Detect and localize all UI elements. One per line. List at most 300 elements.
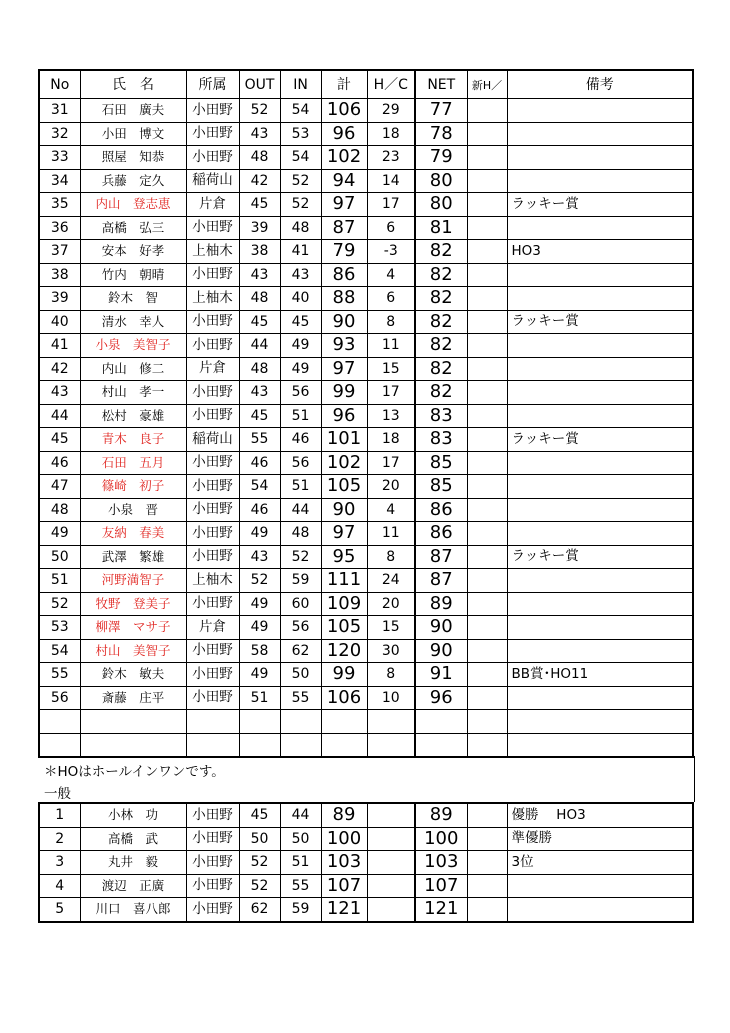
row-affiliation: 小田野 xyxy=(186,851,239,875)
row-affiliation: 小田野 xyxy=(186,475,239,499)
row-net: 90 xyxy=(415,639,467,663)
row-no: 39 xyxy=(39,287,80,311)
row-out: 38 xyxy=(239,240,280,264)
row-remarks xyxy=(507,381,693,405)
row-remarks xyxy=(507,216,693,240)
row-out: 52 xyxy=(239,99,280,123)
row-affiliation: 小田野 xyxy=(186,663,239,687)
row-affiliation: 小田野 xyxy=(186,639,239,663)
row-hc xyxy=(367,851,415,875)
row-new-hc xyxy=(467,334,507,358)
row-out: 48 xyxy=(239,146,280,170)
row-total: 90 xyxy=(321,498,367,522)
row-name: 松村 豪雄 xyxy=(80,404,186,428)
row-name: 友納 春美 xyxy=(80,522,186,546)
row-net: 86 xyxy=(415,498,467,522)
row-out: 55 xyxy=(239,428,280,452)
row-remarks: 準優勝 xyxy=(507,827,693,851)
table-row xyxy=(39,240,693,264)
row-remarks: ラッキー賞 xyxy=(507,310,693,334)
row-affiliation: 上柚木 xyxy=(186,287,239,311)
row-in: 50 xyxy=(280,663,321,687)
row-net: 78 xyxy=(415,122,467,146)
row-no xyxy=(39,710,80,734)
row-new-hc xyxy=(467,686,507,710)
row-out: 49 xyxy=(239,592,280,616)
row-in: 49 xyxy=(280,357,321,381)
table-row xyxy=(39,545,693,569)
row-affiliation: 小田野 xyxy=(186,263,239,287)
header-no: No xyxy=(39,70,80,99)
row-remarks xyxy=(507,898,693,922)
row-no: 40 xyxy=(39,310,80,334)
row-name: 小泉 美智子 xyxy=(80,334,186,358)
row-in: 53 xyxy=(280,122,321,146)
row-no: 31 xyxy=(39,99,80,123)
row-total: 106 xyxy=(321,686,367,710)
row-net: 100 xyxy=(415,827,467,851)
row-new-hc xyxy=(467,146,507,170)
row-affiliation: 小田野 xyxy=(186,592,239,616)
row-affiliation: 上柚木 xyxy=(186,240,239,264)
row-no: 3 xyxy=(39,851,80,875)
row-new-hc xyxy=(467,357,507,381)
row-name: 青木 良子 xyxy=(80,428,186,452)
table-row xyxy=(39,357,693,381)
row-in: 59 xyxy=(280,898,321,922)
row-new-hc xyxy=(467,639,507,663)
row-name: 石田 五月 xyxy=(80,451,186,475)
row-total xyxy=(321,733,367,757)
row-total: 97 xyxy=(321,522,367,546)
row-hc: 18 xyxy=(367,122,415,146)
row-net: 82 xyxy=(415,310,467,334)
row-total: 100 xyxy=(321,827,367,851)
row-in: 44 xyxy=(280,498,321,522)
row-remarks xyxy=(507,498,693,522)
row-in: 41 xyxy=(280,240,321,264)
row-out: 43 xyxy=(239,122,280,146)
row-no: 34 xyxy=(39,169,80,193)
row-name: 河野満智子 xyxy=(80,569,186,593)
row-new-hc xyxy=(467,569,507,593)
table-row xyxy=(39,686,693,710)
header-net: NET xyxy=(415,70,467,99)
row-name: 小田 博文 xyxy=(80,122,186,146)
row-out: 42 xyxy=(239,169,280,193)
row-net: 82 xyxy=(415,287,467,311)
row-name: 竹内 朝晴 xyxy=(80,263,186,287)
row-affiliation: 小田野 xyxy=(186,522,239,546)
row-new-hc xyxy=(467,428,507,452)
row-no: 33 xyxy=(39,146,80,170)
row-remarks: 優勝 HO3 xyxy=(507,803,693,827)
row-net: 85 xyxy=(415,475,467,499)
row-net: 77 xyxy=(415,99,467,123)
row-remarks xyxy=(507,639,693,663)
table-row xyxy=(39,498,693,522)
row-in: 56 xyxy=(280,451,321,475)
row-in: 44 xyxy=(280,803,321,827)
row-no: 50 xyxy=(39,545,80,569)
row-affiliation xyxy=(186,733,239,757)
row-in: 51 xyxy=(280,404,321,428)
row-name: 小泉 晋 xyxy=(80,498,186,522)
row-remarks: ラッキー賞 xyxy=(507,428,693,452)
row-affiliation: 小田野 xyxy=(186,310,239,334)
row-out: 45 xyxy=(239,803,280,827)
row-total: 111 xyxy=(321,569,367,593)
row-out: 52 xyxy=(239,851,280,875)
row-name: 照屋 知恭 xyxy=(80,146,186,170)
row-name: 清水 幸人 xyxy=(80,310,186,334)
row-hc: 15 xyxy=(367,357,415,381)
table-row xyxy=(39,428,693,452)
row-no: 2 xyxy=(39,827,80,851)
row-net: 83 xyxy=(415,428,467,452)
row-out: 62 xyxy=(239,898,280,922)
row-out: 45 xyxy=(239,310,280,334)
row-no: 36 xyxy=(39,216,80,240)
table-row xyxy=(39,146,693,170)
row-out: 51 xyxy=(239,686,280,710)
row-in xyxy=(280,733,321,757)
row-affiliation: 小田野 xyxy=(186,99,239,123)
row-total: 94 xyxy=(321,169,367,193)
row-no: 54 xyxy=(39,639,80,663)
row-hc: 20 xyxy=(367,592,415,616)
row-out: 54 xyxy=(239,475,280,499)
row-net xyxy=(415,710,467,734)
row-out: 46 xyxy=(239,451,280,475)
table-row xyxy=(39,475,693,499)
row-net: 86 xyxy=(415,522,467,546)
row-out xyxy=(239,733,280,757)
row-hc xyxy=(367,874,415,898)
header-new-hc xyxy=(467,70,507,99)
row-total: 102 xyxy=(321,451,367,475)
row-total xyxy=(321,710,367,734)
row-in: 51 xyxy=(280,851,321,875)
row-hc xyxy=(367,710,415,734)
row-in: 56 xyxy=(280,616,321,640)
row-net: 121 xyxy=(415,898,467,922)
row-new-hc xyxy=(467,851,507,875)
row-new-hc xyxy=(467,310,507,334)
row-hc: 15 xyxy=(367,616,415,640)
row-new-hc xyxy=(467,193,507,217)
row-hc: 30 xyxy=(367,639,415,663)
row-total: 106 xyxy=(321,99,367,123)
row-remarks: ラッキー賞 xyxy=(507,545,693,569)
row-no: 55 xyxy=(39,663,80,687)
row-affiliation: 小田野 xyxy=(186,686,239,710)
row-remarks xyxy=(507,99,693,123)
row-name: 篠崎 初子 xyxy=(80,475,186,499)
row-hc: 4 xyxy=(367,498,415,522)
row-affiliation: 小田野 xyxy=(186,803,239,827)
row-remarks xyxy=(507,263,693,287)
row-name: 内山 登志恵 xyxy=(80,193,186,217)
row-net: 107 xyxy=(415,874,467,898)
table-row xyxy=(39,404,693,428)
empty-table-row xyxy=(39,733,693,757)
row-no: 51 xyxy=(39,569,80,593)
row-net: 82 xyxy=(415,357,467,381)
row-in: 56 xyxy=(280,381,321,405)
row-remarks xyxy=(507,287,693,311)
row-hc: 17 xyxy=(367,451,415,475)
row-new-hc xyxy=(467,898,507,922)
row-new-hc xyxy=(467,287,507,311)
row-hc xyxy=(367,733,415,757)
row-out: 45 xyxy=(239,193,280,217)
row-no: 4 xyxy=(39,874,80,898)
row-net: 82 xyxy=(415,381,467,405)
row-hc: 8 xyxy=(367,663,415,687)
table-row xyxy=(39,851,693,875)
row-net: 91 xyxy=(415,663,467,687)
row-out: 39 xyxy=(239,216,280,240)
row-no: 5 xyxy=(39,898,80,922)
row-no: 47 xyxy=(39,475,80,499)
row-out: 50 xyxy=(239,827,280,851)
table-row xyxy=(39,169,693,193)
row-total: 97 xyxy=(321,357,367,381)
row-name: 丸井 毅 xyxy=(80,851,186,875)
row-total: 101 xyxy=(321,428,367,452)
row-out xyxy=(239,710,280,734)
row-in: 48 xyxy=(280,522,321,546)
row-net xyxy=(415,733,467,757)
table-row xyxy=(39,663,693,687)
row-hc: 17 xyxy=(367,381,415,405)
row-name xyxy=(80,733,186,757)
row-name: 兵藤 定久 xyxy=(80,169,186,193)
table-row xyxy=(39,898,693,922)
row-remarks xyxy=(507,146,693,170)
row-new-hc xyxy=(467,216,507,240)
row-affiliation: 小田野 xyxy=(186,334,239,358)
row-total: 88 xyxy=(321,287,367,311)
header-total: 計 xyxy=(321,70,367,99)
row-new-hc xyxy=(467,874,507,898)
row-hc: 29 xyxy=(367,99,415,123)
section-label-general: 一般 xyxy=(44,786,71,802)
row-affiliation: 小田野 xyxy=(186,874,239,898)
row-no: 44 xyxy=(39,404,80,428)
row-remarks xyxy=(507,686,693,710)
row-new-hc xyxy=(467,451,507,475)
row-affiliation: 小田野 xyxy=(186,451,239,475)
row-hc: 14 xyxy=(367,169,415,193)
row-hc: 6 xyxy=(367,216,415,240)
row-out: 49 xyxy=(239,522,280,546)
row-total: 107 xyxy=(321,874,367,898)
row-in: 40 xyxy=(280,287,321,311)
row-total: 90 xyxy=(321,310,367,334)
row-hc xyxy=(367,898,415,922)
row-net: 90 xyxy=(415,616,467,640)
row-no: 56 xyxy=(39,686,80,710)
row-net: 87 xyxy=(415,569,467,593)
row-new-hc xyxy=(467,803,507,827)
row-out: 49 xyxy=(239,663,280,687)
row-net: 89 xyxy=(415,592,467,616)
header-hc: H／C xyxy=(367,70,415,99)
row-total: 95 xyxy=(321,545,367,569)
row-in: 45 xyxy=(280,310,321,334)
row-net: 85 xyxy=(415,451,467,475)
row-no: 46 xyxy=(39,451,80,475)
row-remarks xyxy=(507,616,693,640)
row-remarks: HO3 xyxy=(507,240,693,264)
row-out: 45 xyxy=(239,404,280,428)
row-hc: 6 xyxy=(367,287,415,311)
table-row xyxy=(39,287,693,311)
row-affiliation: 小田野 xyxy=(186,898,239,922)
row-net: 82 xyxy=(415,263,467,287)
table-row xyxy=(39,639,693,663)
row-name: 安本 好孝 xyxy=(80,240,186,264)
row-hc: 11 xyxy=(367,522,415,546)
table-row xyxy=(39,263,693,287)
row-in: 51 xyxy=(280,475,321,499)
row-name: 小林 功 xyxy=(80,803,186,827)
row-net: 79 xyxy=(415,146,467,170)
row-remarks xyxy=(507,122,693,146)
row-out: 49 xyxy=(239,616,280,640)
row-no: 52 xyxy=(39,592,80,616)
row-hc: 17 xyxy=(367,193,415,217)
row-remarks: ラッキー賞 xyxy=(507,193,693,217)
table-row xyxy=(39,616,693,640)
row-affiliation: 小田野 xyxy=(186,146,239,170)
row-affiliation: 小田野 xyxy=(186,216,239,240)
row-in: 52 xyxy=(280,169,321,193)
row-in: 46 xyxy=(280,428,321,452)
table-row xyxy=(39,99,693,123)
row-name: 牧野 登美子 xyxy=(80,592,186,616)
row-out: 43 xyxy=(239,381,280,405)
row-remarks xyxy=(507,522,693,546)
row-no: 53 xyxy=(39,616,80,640)
row-new-hc xyxy=(467,733,507,757)
row-total: 87 xyxy=(321,216,367,240)
row-affiliation: 小田野 xyxy=(186,404,239,428)
row-in: 54 xyxy=(280,99,321,123)
row-no: 41 xyxy=(39,334,80,358)
row-in: 48 xyxy=(280,216,321,240)
row-name xyxy=(80,710,186,734)
row-net: 81 xyxy=(415,216,467,240)
row-new-hc xyxy=(467,710,507,734)
row-remarks xyxy=(507,169,693,193)
row-no: 35 xyxy=(39,193,80,217)
row-new-hc xyxy=(467,592,507,616)
row-net: 80 xyxy=(415,169,467,193)
table-row xyxy=(39,334,693,358)
row-in: 55 xyxy=(280,686,321,710)
empty-table-row xyxy=(39,710,693,734)
row-hc: 23 xyxy=(367,146,415,170)
row-no: 37 xyxy=(39,240,80,264)
row-no: 32 xyxy=(39,122,80,146)
row-new-hc xyxy=(467,263,507,287)
row-no: 48 xyxy=(39,498,80,522)
row-net: 103 xyxy=(415,851,467,875)
row-remarks xyxy=(507,475,693,499)
row-hc: 8 xyxy=(367,545,415,569)
table-row xyxy=(39,569,693,593)
row-total: 99 xyxy=(321,381,367,405)
row-name: 鈴木 敏夫 xyxy=(80,663,186,687)
row-name: 鈴木 智 xyxy=(80,287,186,311)
row-no: 38 xyxy=(39,263,80,287)
row-out: 43 xyxy=(239,263,280,287)
table-row xyxy=(39,803,693,827)
row-out: 44 xyxy=(239,334,280,358)
results-table xyxy=(38,69,694,758)
row-new-hc xyxy=(467,99,507,123)
row-in: 55 xyxy=(280,874,321,898)
row-total: 105 xyxy=(321,616,367,640)
row-name: 村山 美智子 xyxy=(80,639,186,663)
row-net: 80 xyxy=(415,193,467,217)
row-remarks xyxy=(507,451,693,475)
row-affiliation: 小田野 xyxy=(186,122,239,146)
row-net: 83 xyxy=(415,404,467,428)
row-in: 54 xyxy=(280,146,321,170)
row-affiliation xyxy=(186,710,239,734)
row-new-hc xyxy=(467,498,507,522)
row-hc: 18 xyxy=(367,428,415,452)
row-new-hc xyxy=(467,616,507,640)
row-total: 93 xyxy=(321,334,367,358)
table-row xyxy=(39,310,693,334)
right-border-line xyxy=(694,756,695,802)
row-remarks xyxy=(507,569,693,593)
row-out: 52 xyxy=(239,874,280,898)
row-no: 42 xyxy=(39,357,80,381)
row-affiliation: 片倉 xyxy=(186,357,239,381)
row-hc: 24 xyxy=(367,569,415,593)
row-name: 斎藤 庄平 xyxy=(80,686,186,710)
row-total: 96 xyxy=(321,122,367,146)
row-hc: 8 xyxy=(367,310,415,334)
row-no xyxy=(39,733,80,757)
table-row xyxy=(39,451,693,475)
row-remarks xyxy=(507,404,693,428)
row-total: 109 xyxy=(321,592,367,616)
row-out: 48 xyxy=(239,287,280,311)
row-name: 石田 廣夫 xyxy=(80,99,186,123)
row-hc xyxy=(367,827,415,851)
row-remarks xyxy=(507,710,693,734)
table-header-row xyxy=(39,70,693,99)
row-affiliation: 小田野 xyxy=(186,381,239,405)
row-new-hc xyxy=(467,827,507,851)
row-remarks xyxy=(507,334,693,358)
row-new-hc xyxy=(467,404,507,428)
header-out: OUT xyxy=(239,70,280,99)
row-no: 1 xyxy=(39,803,80,827)
row-affiliation: 小田野 xyxy=(186,545,239,569)
row-in: 60 xyxy=(280,592,321,616)
header-in: IN xyxy=(280,70,321,99)
row-total: 102 xyxy=(321,146,367,170)
row-name: 武澤 繁雄 xyxy=(80,545,186,569)
